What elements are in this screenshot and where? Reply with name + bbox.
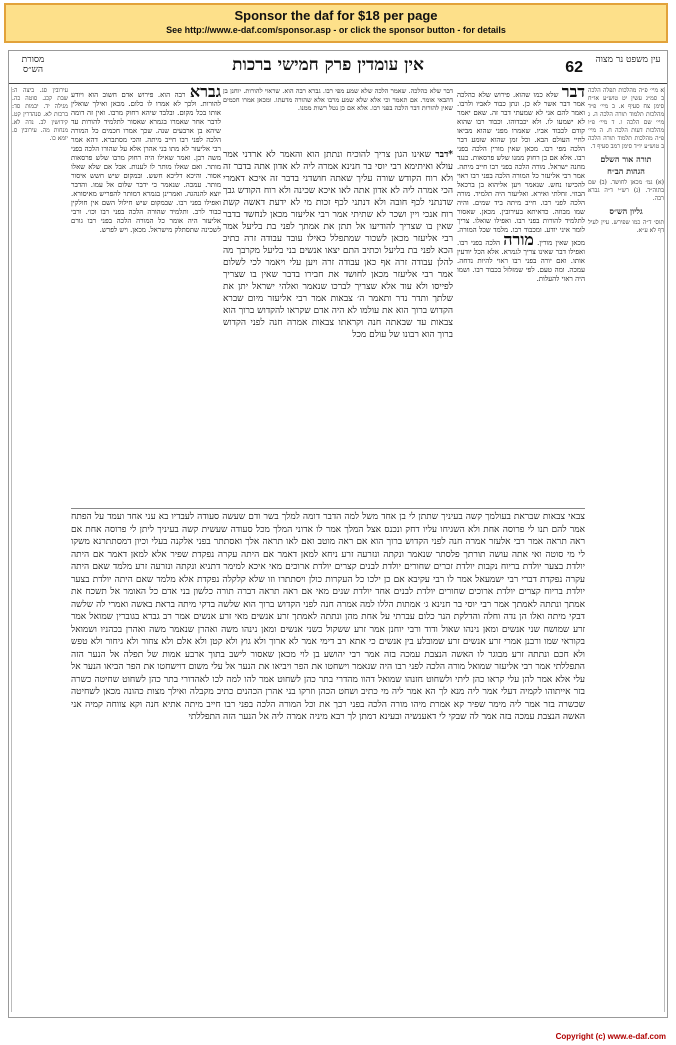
lower-gemara-block — [71, 511, 585, 1011]
hagahot-text: (א) גמ׳ מכאן לחושד. (ב) שם בתוה״ד. (ג) רש״י ד״ה גברא רבה. — [588, 179, 664, 202]
gilyon-label: גליון הש״ס — [609, 206, 643, 216]
gilyon-text: תוס׳ ד״ה כמו שפירש. עיין לעיל דף לא ע״א. — [588, 219, 664, 234]
gemara-lead: *דבר — [435, 150, 453, 160]
talmud-page — [8, 50, 668, 1018]
section-divider — [71, 508, 585, 509]
mesoret-hashas-text: עירובין סג. ביצה ה: שבת קכג. סוטה כה. מגילה יד. יבמות סד: ברכות לא. סנהדרין קט. קידושין לב. נדה לא. מנחות מה. עירובין ס. יומא כו. — [12, 87, 68, 142]
ein-mishpat-column — [588, 87, 665, 1012]
gemara-text: שאינו הגון צריך להוכיח ונתתן הוא והאמר לא ארדני אמר עולא ואיתימא רבי יוסי בר חנינא אמרה ליה לא אדון אתה בדבר זה ולא רוח הקודש שורה עליך שאתה חושדני בדבר זה איכא דאמרי הכי אמרה ליה לא אדון אתה לאו איכא שכינה ולא רוח הקודש גבך שדנתני לכף חובה ולא דנתני לכף זכות מי לא ידעת דאשה קשת רוח אנכי ויין ושכר לא שתיתי אמר רבי אליעזר מכאן לנחשד בדבר שאין בו שצריך להודיעו אל תתן את אמתך לפני בת בליעל אמר רבי אליעזר מכאן לשכור שמתפלל כאילו עובד עבודה זרה כתיב הכא לפני בת בליעל וכתיב התם יצאו אנשים בני בליעל מקרבך מה להלן עבודה זרה אף כאן עבודה זרה ויען עלי ויאמר לכי לשלום אמר רבי אליעזר מכאן לחושד את חבירו בדבר שאין בו שצריך לפייסו ולא עוד אלא שצריך לברכו שנאמר ואלהי ישראל יתן את שלתך ותדר נדר ותאמר ה׳ צבאות אמר רבי אליעזר מיום שברא הקדוש ברוך הוא את עולמו לא היה אדם שקראו להקדוש ברוך הוא צבאות עד שבאתה חנה וקראתו צבאות אמרה חנה לפני הקדוש ברוך הוא רבונו של עולם מכל — [223, 150, 453, 340]
sponsor-subtitle: See http://www.e-daf.com/sponsor.asp - or click the sponsor button - for details — [166, 25, 506, 35]
top-commentary — [223, 87, 453, 147]
sponsor-title: Sponsor the daf for $18 per page — [234, 8, 438, 23]
rashi-commentary — [457, 87, 585, 507]
right-heading: עין משפט נר מצוה — [595, 55, 661, 65]
page-number: 62 — [565, 59, 583, 76]
copyright-link[interactable]: Copyright (c) www.e-daf.com — [555, 1032, 666, 1041]
rashi-text: שלא כמו שהוא. פירוש שלא כהלכה אמר דבר אשר לא כן. ונתן כבוד לאביו ולרבו. ואמר להם אני לא שמעתי דבר זה. שאם יאמר לא ישמעו לו. ולא יכבדוהו. וכבוד רבו שהוא קודם לכבוד אביו. שאמרו מפני שהוא מביאו לחיי העולם הבא. וכל זמן שהוא שומע דבר הלכה מפי רבו. מכאן שאין מורין הלכה בפני רבו. אלא אם כן רחוק ממנו שלש פרסאות. כנגד מחנה ישראל. מורה הלכה בפני רבו חייב מיתה. אמר רבי אליעזר כל המורה הלכה בפני רבו ראוי להכישו נחש. שנאמר ויען אליהוא בן ברכאל הבוזי. זחלתי ואירא. ואליעזר היה תלמיד. מורה הלכה לפני רבו. חייב מיתה ביד שמים. והיה שמו מבוזה. כדאיתא בעירובין. מכאן. שאסור לתלמיד להורות בפני רבו. ואפילו שואלו. צריך לומר איני יודע. ומכבוד רבו. מלמד שכל המורה. מכאן שאין מורין. — [457, 91, 585, 247]
hagahot-label: הגהות הב״ח — [607, 166, 645, 176]
gemara-text-block — [223, 149, 453, 507]
rashi-keyword: דבר — [561, 87, 585, 101]
page-header — [9, 55, 667, 84]
tosafot-keyword: גברא — [189, 87, 221, 101]
mesoret-hashas-column — [11, 87, 68, 1012]
rashi-text-2: הלכה בפני רבו. ואפילו דבר שאינו צריך לגמרא. אלא הכל יודעין אותו. ואם יורה בפני רבו ראוי להיות נדחה. עמכה. ומה טעם. לפי שמזלזל בכבוד רבו. ושמו היה ראוי להעלות. — [457, 239, 585, 283]
ein-mishpat-text: א מיי׳ פ״ה מהלכות תפלה הלכה ב סמ״ג עשין יט טוש״ע או״ח סימן צח סעיף א. ב מיי׳ פ״ד מהלכות תלמוד תורה הלכה ה. ג מיי׳ שם הלכה ו. ד מיי׳ פ״ו מהלכות דעות הלכה ח. ה מיי׳ פ״ה מהלכות תלמוד תורה הלכה ב טוש״ע יו״ד סימן רמב סעיף ד. — [588, 87, 664, 150]
sponsor-banner[interactable] — [4, 3, 668, 43]
lower-gemara-text: צבאי צבאות שבראת בעולמך קשה בעיניך שתתן לי בן אחד משל למה הדבר דומה למלך בשר ודם שעשה סעודה לעבדיו בא עני אחד ועמד על הפתח אמר להם תנו לי פרוסה אחת ולא השגיחו עליו דחק ונכנס אצל המלך אמר לו אדוני המלך מכל סעודה שעשית קשה בעיניך ליתן לי פרוסה אחת אם ראה תראה אמר רבי אלעזר אמרה חנה לפני הקדוש ברוך הוא אם ראה מוטב ואם לאו תראה אלך ואסתתר בפני אלקנה בעלי וכיון דמסתתרנא משקו לי מי סוטה ואי אתה עושה תורתך פלסתר שנאמר ונקתה ונזרעה זרע ניחא למאן דאמר אם היתה עקרה נפקדת שפיר אלא למאן דאמר אם היתה יולדת בצער יולדת בריוח נקבות יולדת זכרים שחורים יולדת לבנים קצרים יולדת ארוכים מאי איכא למימר דתניא ונקתה ונזרעה זרע מלמד שאם היתה עקרה נפקדת דברי רבי ישמעאל אמר לו רבי עקיבא אם כן ילכו כל העקרות כולן ויסתתרו וזו שלא קלקלה נפקדת אלא מלמד שאם היתה יולדת בצער יולדת בריוח קצרים יולדת ארוכים שחורים יולדת לבנים אחד יולדת שנים מאי אם ראה תראה דברה תורה כלשון בני אדם כל האומר אל תשכח את אמתך ונתתה לאמתך אמר רבי יוסי בר חנינא ג׳ אמתות הללו למה אמרה חנה לפני הקדוש ברוך הוא שלשה בדקי מיתה בראת באשה ואמרי לה שלשה דבקי מיתה ואלו הן נדה וחלה והדלקת הנר כלום עברתי על אחת מהן ונתתה לאמתך זרע אנשים מאי זרע אנשים אמר רב גברא בגוברין שמואל אמר זרע שמושח שני אנשים ומאן נינהו שאול ודוד ורבי יוחנן אמר זרע ששקול כשני אנשים ומאן נינהו משה ואהרן שנאמר משה ואהרן בכהניו ושמואל בקוראי שמו ורבנן אמרי זרע אנשים זרע שמובלע בין אנשים כי אתא רב דימי אמר לא ארוך ולא גוץ ולא קטן ולא אלם ולא צחור ולא גיחור ולא טפש ולא חכם ונתתה זרע מבוגר לו האשה הנצבת עמכה בזה אמר רבי יהושע בן לוי מכאן שאסור לישב בתוך ארבע אמות של תפלה אל הנער הזה התפללתי אמר רבי אליעזר שמואל מורה הלכה לפני רבו היה שנאמר וישחטו את הפר ויביאו את הנער אל עלי משום דוישחטו את הפר הביאו הנער אל עלי אלא אמר להן עלי קראו כהן ליתי ולשחוט חזנהו שמואל דהוו מהדרי בתר כהן לשחוט אמר להו למה לכו לאהדורי בתר כהן לשחוט שחיטה כשרה בזר אייתוהו לקמיה דעלי אמר ליה מנא לך הא אמר ליה מי כתיב ושחט הכהן וזרקו בני אהרן הכהנים כתיב מקבלה ואילך מצות כהונה מכאן לשחיטה שכשרה בזר אמר ליה מימר שפיר קא אמרת מיהו מורה הלכה בפני רבך את וכל המורה הלכה בפני רבו חייב מיתה אתיא חנה וקא צווחה קמיה אני האשה הנצבת עמכה בזה אמר לה שבקי לי דאענשיה ובעינא דמתן לך רבא מיניה אמרה ליה אל הנער הזה התפללתי — [71, 512, 585, 722]
left-heading: מסורת הש״ס — [21, 55, 45, 75]
top-commentary-text: דבר שלא כהלכה. שאמר הלכה שלא שמע מפי רבו. גברא רבה הוא. שראוי להורות. יוחנן בן דהבאי אומר. אם תאמר וכי אלא שלא שמע מרבו אלא שהורה מדעתו. ומכאן אמרו חכמים שאין להורות דבר הלכה בפני רבו. אלא אם כן נטל רשות ממנו. — [223, 87, 453, 112]
torah-ohr-label: תורה אור השלם — [600, 154, 652, 164]
rashi-keyword-2: מורה — [503, 230, 534, 249]
tosafot-commentary — [71, 87, 221, 507]
page-title: אין עומדין פרק חמישי ברכות — [232, 55, 424, 75]
tosafot-text: רבה הוא. פירוש אדם חשוב הוא ויודע להורות. ולכך לא אמרו לו כלום. מכאן ואילך שואלין אותו בכל מקום. ובלבד שיהא רחוק מרבו. ואין זה דומה לדבר אחר שאמרו בגמרא שאסור לתלמיד להורות עד שיהא בן ארבעים שנה. שכך אמרו חכמים כל המורה הלכה לפני רבו חייב מיתה. והכי מסתברא. דהא אמר רבי אליעזר לא מתו בני אהרן אלא על שהורו הלכה בפני משה רבן. ואמר שאילו היה רחוק מרבו שלש פרסאות מותר. ואם שאלו מותר לו לענות. אבל אם שלא שאלו אסור. והיכא דליכא חשש. ובמקום שיש חשש איסור מותר. עמכה. שנאמר כי ידבר שלום אל עמו. והדבר יוצא להנהגה. ואמרינן בגמרא דמותר להפריש מאיסורא. ואפילו בפני רבו. שבמקום שיש חילול השם אין חולקין כבוד לרב. ותלמיד שהורה הלכה בפני רבו וכו׳. ורבי אליעזר היה אומר כל המורה הלכה בפני רבו גורם לשכינה שתסתלק מישראל. מכאן. ויש לפרש. — [71, 91, 221, 234]
